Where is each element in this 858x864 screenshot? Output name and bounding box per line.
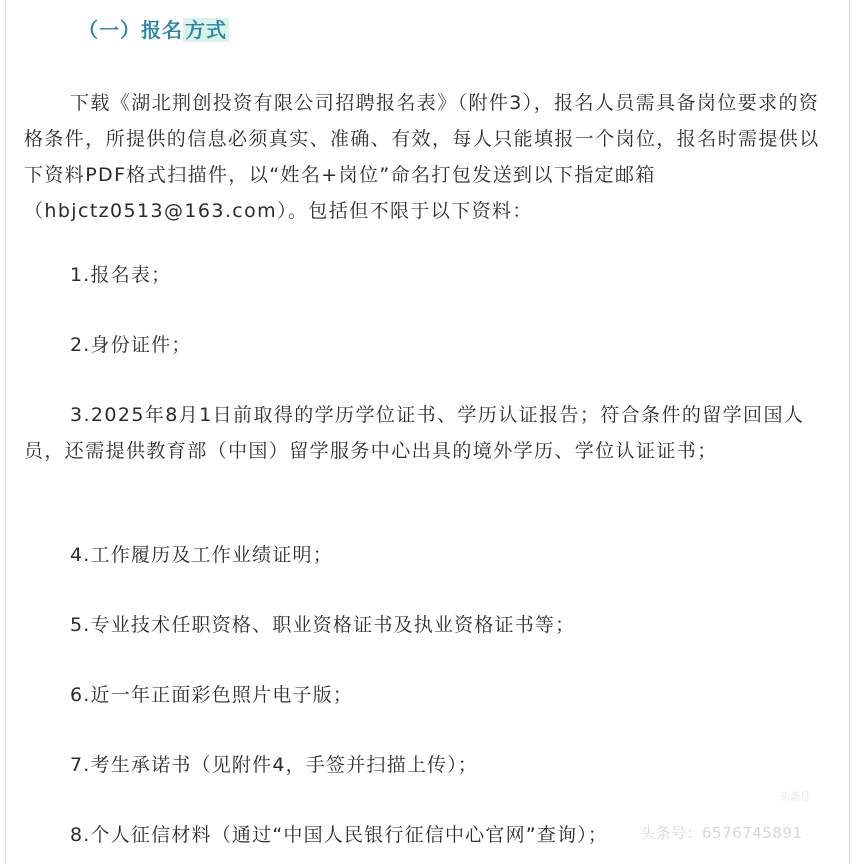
list-item-1: 1.报名表； xyxy=(70,264,172,286)
intro-paragraph: 下载《湖北荆创投资有限公司招聘报名表》（附件3），报名人员需具备岗位要求的资格条件，所提供的信息必须真实、准确、有效，每人只能填报一个岗位，报名时需提供以下资料PDF格式扫描件，以“姓名+岗位”命名打包发送到以下指定邮箱（hbjctz0513@163.com）。包括但不限于以下资料： xyxy=(24,92,820,222)
list-item-6: 6.近一年正面彩色照片电子版； xyxy=(70,684,354,706)
list-item-8: 8.个人征信材料（通过“中国人民银行征信中心官网”查询）； xyxy=(70,824,609,846)
heading-highlight: 方式 xyxy=(185,18,227,42)
watermark-text: 头条号：6576745891 xyxy=(640,824,803,842)
list-item-3: 3.2025年8月1日前取得的学历学位证书、学历认证报告；符合条件的留学回国人员，还需提供教育部（中国）留学服务中心出具的境外学历、学位认证证书； xyxy=(24,404,805,462)
section-heading xyxy=(78,14,229,46)
list-item-2: 2.身份证件； xyxy=(70,334,192,356)
heading-text: （一）报名 xyxy=(78,18,183,42)
list-item-7: 7.考生承诺书（见附件4，手签并扫描上传）； xyxy=(70,754,479,776)
list-item-4: 4.工作履历及工作业绩证明； xyxy=(70,544,333,566)
list-item-5: 5.专业技术任职资格、职业资格证书及执业资格证书等； xyxy=(70,614,576,636)
watermark-logo: 头条号 xyxy=(780,792,810,803)
